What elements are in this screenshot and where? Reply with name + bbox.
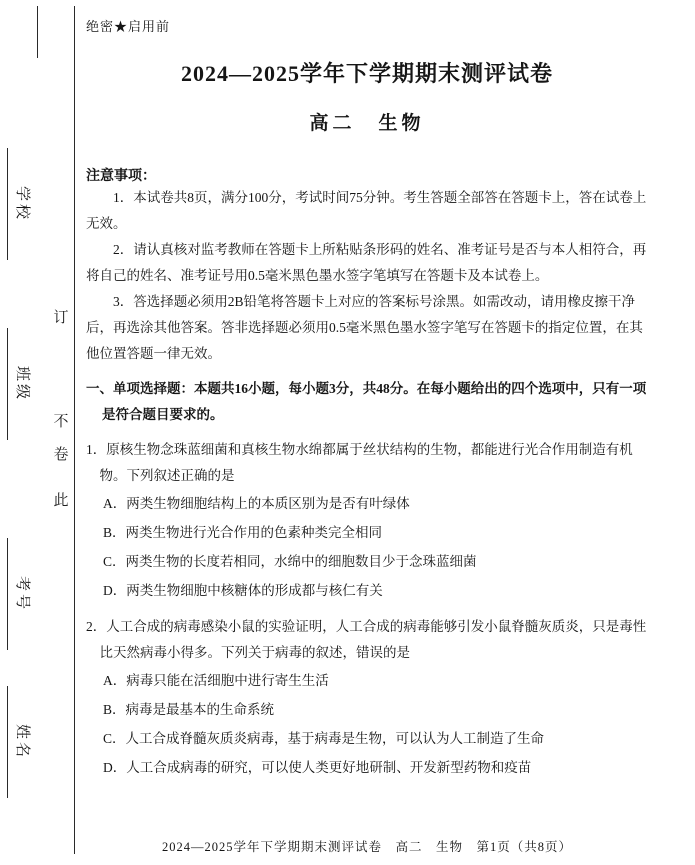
question-1	[86, 437, 648, 605]
security-notice: 绝密★启用前	[86, 19, 171, 34]
question-1-options	[86, 489, 648, 605]
notice-item-3: 3．答选择题必须用2B铅笔将答题卡上对应的答案标号涂黑。如需改动，请用橡皮擦干净后，再选涂其他答案。答非选择题必须用0.5毫米黑色墨水签字笔写在答题卡的指定位置，在其他位置答题一律无效。	[86, 294, 643, 361]
section-heading-text: 一、单项选择题：本题共16小题，每小题3分，共48分。在每小题给出的四个选项中，只有一项是符合题目要求的。	[86, 381, 647, 422]
paper-title: 2024—2025学年下学期期末测评试卷	[180, 61, 553, 86]
question-2-option-b: B．病毒是最基本的生命系统	[103, 702, 275, 717]
section-heading	[86, 376, 648, 428]
question-1-stem: 1．原核生物念珠蓝细菌和真核生物水绵都属于丝状结构的生物，都能进行光合作用制造有机物。下列叙述正确的是	[86, 442, 633, 483]
question-2-option-d: D．人工合成病毒的研究，可以使人类更好地研制、开发新型药物和疫苗	[103, 760, 532, 775]
margin-field-name	[7, 686, 34, 798]
question-2-stem: 2．人工合成的病毒感染小鼠的实验证明，人工合成的病毒能够引发小鼠脊髓灰质炎，只是毒性比天然病毒小得多。下列关于病毒的叙述，错误的是	[86, 619, 647, 660]
paper-content	[86, 16, 648, 782]
margin-field-exam-number-label: 考号	[14, 575, 30, 612]
margin-field-name-label: 姓名	[14, 723, 30, 760]
question-1-option-b: B．两类生物进行光合作用的色素种类完全相同	[103, 525, 383, 540]
question-2	[86, 614, 648, 782]
margin-field-exam-number	[7, 538, 34, 650]
question-2-option-c: C．人工合成脊髓灰质炎病毒，基于病毒是生物，可以认为人工制造了生命	[103, 731, 545, 746]
seal-line-char: 此	[53, 493, 69, 509]
notice-item-1: 1．本试卷共8页，满分100分，考试时间75分钟。考生答题全部答在答题卡上，答在试卷上无效。	[86, 190, 647, 231]
margin-field-class-label: 班级	[14, 365, 30, 402]
question-1-option-a: A．两类生物细胞结构上的本质区别为是否有叶绿体	[103, 496, 410, 511]
question-2-option-a: A．病毒只能在活细胞中进行寄生生活	[103, 673, 329, 688]
seal-line-char: 不	[53, 414, 69, 430]
page-footer: 2024—2025学年下学期期末测评试卷 高二 生物 第1页（共8页）	[161, 840, 572, 854]
paper-subtitle: 高二 生物	[309, 113, 425, 134]
top-crop-mark	[37, 6, 38, 58]
margin-field-class	[7, 328, 34, 440]
question-1-option-d: D．两类生物细胞中核糖体的形成都与核仁有关	[103, 583, 383, 598]
binding-border-line	[74, 6, 75, 854]
notice-heading: 注意事项：	[86, 169, 156, 184]
margin-field-school-label: 学校	[14, 185, 30, 222]
seal-line-char: 订	[53, 310, 69, 326]
notice-item-2: 2．请认真核对监考教师在答题卡上所粘贴条形码的姓名、准考证号是否与本人相符合，再将自己的姓名、准考证号用0.5毫米黑色墨水签字笔填写在答题卡及本试卷上。	[86, 242, 647, 283]
question-1-option-c: C．两类生物的长度若相同，水绵中的细胞数目少于念珠蓝细菌	[103, 554, 477, 569]
margin-field-school	[7, 148, 34, 260]
seal-line-char: 卷	[53, 447, 69, 463]
notice-list	[86, 185, 648, 367]
question-2-options	[86, 666, 648, 782]
